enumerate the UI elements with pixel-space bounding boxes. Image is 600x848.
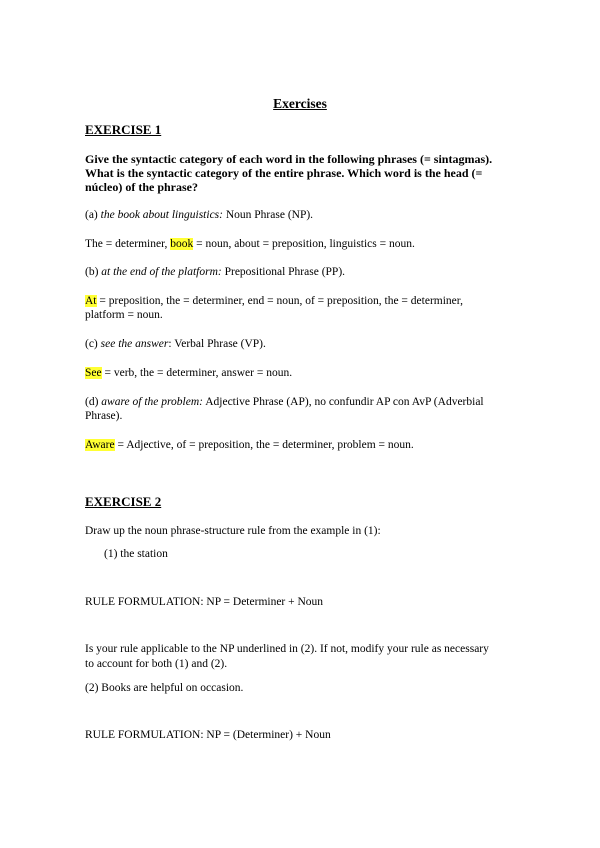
- item-a-category: Noun Phrase (NP).: [222, 209, 314, 221]
- item-d-label: (d): [85, 396, 102, 408]
- exercise-2-question-line-2: to account for both (1) and (2).: [85, 658, 228, 670]
- example-2: (2) Books are helpful on occasion.: [85, 682, 244, 694]
- item-c-answer: [85, 366, 292, 380]
- example-1: (1) the station: [104, 548, 168, 560]
- item-c-category: : Verbal Phrase (VP).: [168, 338, 266, 350]
- rule-formulation-2: RULE FORMULATION: NP = (Determiner) + Noun: [85, 729, 331, 741]
- rule-formulation-1: RULE FORMULATION: NP = Determiner + Noun: [85, 596, 324, 608]
- item-c-answer-rest: = verb, the = determiner, answer = noun.: [101, 367, 293, 379]
- page-title: Exercises: [273, 96, 327, 111]
- item-a-answer: [85, 237, 415, 251]
- item-b-head-highlight: At: [85, 295, 97, 307]
- item-d-head-highlight: Aware: [85, 439, 115, 451]
- item-a-phrase: the book about linguistics:: [100, 209, 223, 221]
- item-c-label: (c): [85, 338, 101, 350]
- item-d-category: Adjective Phrase (AP), no confundir AP con AvP (Adverbial: [202, 396, 484, 408]
- exercise-1-heading: EXERCISE 1: [85, 122, 162, 137]
- item-b-label: (b): [85, 266, 102, 278]
- item-d-phrase: aware of the problem:: [101, 396, 203, 408]
- item-c-question: [85, 337, 266, 351]
- exercise-2-heading: EXERCISE 2: [85, 494, 162, 509]
- exercise-1-instruction-line-3: núcleo) of the phrase?: [85, 180, 198, 194]
- item-a-head-highlight: book: [170, 238, 194, 250]
- item-b-answer-line-2: platform = noun.: [85, 309, 163, 321]
- item-a-question: [85, 208, 313, 222]
- item-a-answer-end: = noun, about = preposition, linguistics = noun.: [193, 238, 415, 250]
- item-c-head-highlight: See: [85, 367, 102, 379]
- exercise-1-instruction-line-2: What is the syntactic category of the entire phrase. Which word is the head (=: [85, 166, 483, 180]
- item-b-category: Prepositional Phrase (PP).: [221, 266, 346, 278]
- exercise-1-instruction-line-1: Give the syntactic category of each word in the following phrases (= sintagmas).: [85, 152, 493, 166]
- item-b-answer-line-1: [85, 294, 463, 308]
- item-b-phrase: at the end of the platform:: [101, 266, 222, 278]
- exercise-2-question-line-1: Is your rule applicable to the NP underlined in (2). If not, modify your rule as necessary: [85, 643, 489, 655]
- item-a-label: (a): [85, 209, 101, 221]
- item-a-answer-start: The = determiner,: [85, 238, 171, 250]
- item-d-answer: [85, 438, 414, 452]
- item-d-question: [85, 395, 484, 409]
- item-d-question-line-2: Phrase).: [85, 410, 123, 422]
- item-c-phrase: see the answer: [100, 338, 169, 350]
- item-b-question: [85, 265, 345, 279]
- exercise-2-intro: Draw up the noun phrase-structure rule from the example in (1):: [85, 525, 381, 537]
- item-b-answer-start: = preposition, the = determiner, end = noun, of = preposition, the = determiner,: [96, 295, 464, 307]
- item-d-answer-rest: = Adjective, of = preposition, the = determiner, problem = noun.: [114, 439, 414, 451]
